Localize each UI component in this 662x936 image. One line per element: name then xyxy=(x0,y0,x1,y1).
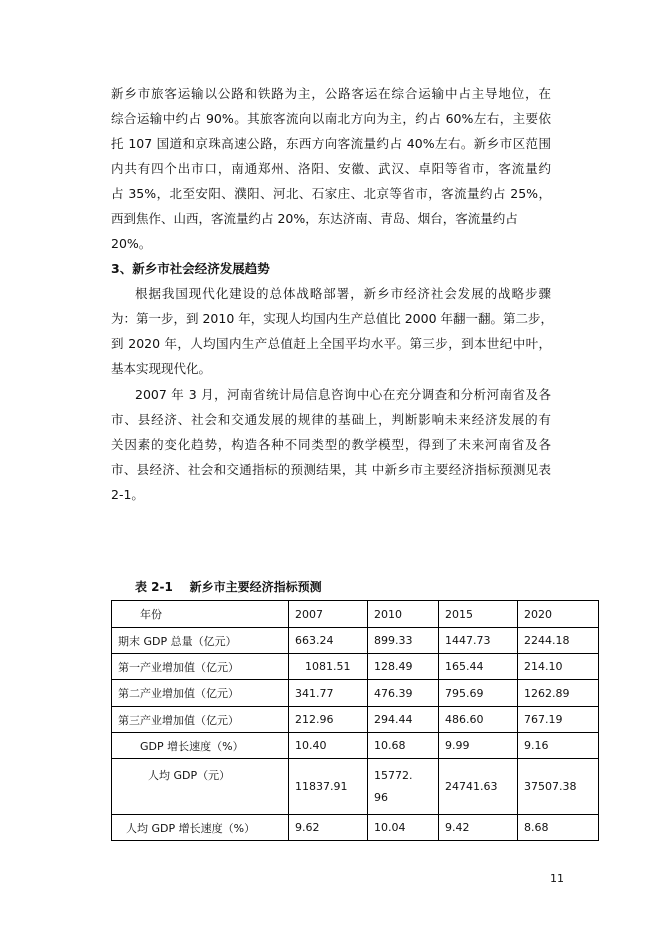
table-row xyxy=(112,707,599,733)
table-cell: 663.24 xyxy=(289,628,368,654)
table-cell: 8.68 xyxy=(518,815,599,841)
table-cell: 15772. 96 xyxy=(368,759,439,815)
row-label: 第二产业增加值（亿元） xyxy=(112,680,289,707)
body-text-line: 关因素的变化趋势，构造各种不同类型的教学模型，得到了未来河南省及各 xyxy=(111,437,551,452)
table-row xyxy=(112,759,599,815)
row-label: 人均 GDP（元） xyxy=(112,759,289,815)
table-cell: 1081.51 xyxy=(289,654,368,680)
page-number: 11 xyxy=(550,872,564,885)
body-text-line: 市、县经济、社会和交通发展的规律的基础上，判断影响未来经济发展的有 xyxy=(111,412,551,427)
body-text-line: 新乡市旅客运输以公路和铁路为主，公路客运在综合运输中占主导地位，在 xyxy=(111,86,551,101)
table-cell: 10.68 xyxy=(368,733,439,759)
row-label: GDP 增长速度（%） xyxy=(112,733,289,759)
table-row xyxy=(112,815,599,841)
table-row xyxy=(112,680,599,707)
table-cell: 24741.63 xyxy=(439,759,518,815)
table-cell: 294.44 xyxy=(368,707,439,733)
header-cell: 2020 xyxy=(518,601,599,628)
table-cell: 486.60 xyxy=(439,707,518,733)
table-cell: 1447.73 xyxy=(439,628,518,654)
table-cell: 2244.18 xyxy=(518,628,599,654)
body-text-line: 2007 年 3 月，河南省统计局信息咨询中心在充分调查和分析河南省及各 xyxy=(135,387,551,402)
row-label: 期末 GDP 总量（亿元） xyxy=(112,628,289,654)
table-cell: 795.69 xyxy=(439,680,518,707)
table-cell: 37507.38 xyxy=(518,759,599,815)
header-cell: 2015 xyxy=(439,601,518,628)
header-cell: 年份 xyxy=(112,601,289,628)
table-cell: 899.33 xyxy=(368,628,439,654)
table-cell: 214.10 xyxy=(518,654,599,680)
body-text-line: 20%。 xyxy=(111,236,152,251)
body-text-line: 到 2020 年，人均国内生产总值赶上全国平均水平。第三步，到本世纪中叶， xyxy=(111,336,551,351)
body-text-line: 市、县经济、社会和交通指标的预测结果，其 中新乡市主要经济指标预测见表 xyxy=(111,462,551,477)
body-text-line: 根据我国现代化建设的总体战略部署，新乡市经济社会发展的战略步骤 xyxy=(135,286,551,301)
row-label: 第一产业增加值（亿元） xyxy=(112,654,289,680)
body-text-line: 托 107 国道和京珠高速公路，东西方向客流量约占 40%左右。新乡市区范围 xyxy=(111,136,551,151)
body-text-line: 为：第一步，到 2010 年，实现人均国内生产总值比 2000 年翻一翻。第二步， xyxy=(111,311,554,326)
header-cell: 2010 xyxy=(368,601,439,628)
economic-indicators-table xyxy=(111,600,599,841)
table-header-row xyxy=(112,601,599,628)
body-text-line: 西到焦作、山西，客流量约占 20%，东达济南、青岛、烟台，客流量约占 xyxy=(111,211,518,226)
table-cell: 767.19 xyxy=(518,707,599,733)
section-heading: 3、新乡市社会经济发展趋势 xyxy=(111,261,270,276)
body-text-line: 内共有四个出市口，南通郑州、洛阳、安徽、武汉、卓阳等省市，客流量约 xyxy=(111,161,551,176)
body-text-line: 综合运输中约占 90%。其旅客流向以南北方向为主，约占 60%左右，主要依 xyxy=(111,111,551,126)
table-cell: 9.42 xyxy=(439,815,518,841)
row-label: 第三产业增加值（亿元） xyxy=(112,707,289,733)
body-text-line: 基本实现现代化。 xyxy=(111,361,212,376)
table-cell: 9.99 xyxy=(439,733,518,759)
body-text-line: 占 35%，北至安阳、濮阳、河北、石家庄、北京等省市，客流量约占 25%， xyxy=(111,186,551,201)
table-caption: 表 2-1 新乡市主要经济指标预测 xyxy=(135,580,322,594)
header-cell: 2007 xyxy=(289,601,368,628)
table-cell: 11837.91 xyxy=(289,759,368,815)
table-cell: 9.62 xyxy=(289,815,368,841)
body-text-line: 2-1。 xyxy=(111,487,144,502)
table-cell: 1262.89 xyxy=(518,680,599,707)
table-cell: 341.77 xyxy=(289,680,368,707)
table-cell: 10.40 xyxy=(289,733,368,759)
table-cell: 476.39 xyxy=(368,680,439,707)
table-cell: 128.49 xyxy=(368,654,439,680)
table-row xyxy=(112,733,599,759)
table-cell: 9.16 xyxy=(518,733,599,759)
table-row xyxy=(112,628,599,654)
table-cell: 165.44 xyxy=(439,654,518,680)
table-cell: 212.96 xyxy=(289,707,368,733)
table-row xyxy=(112,654,599,680)
row-label: 人均 GDP 增长速度（%） xyxy=(112,815,289,841)
table-cell: 10.04 xyxy=(368,815,439,841)
